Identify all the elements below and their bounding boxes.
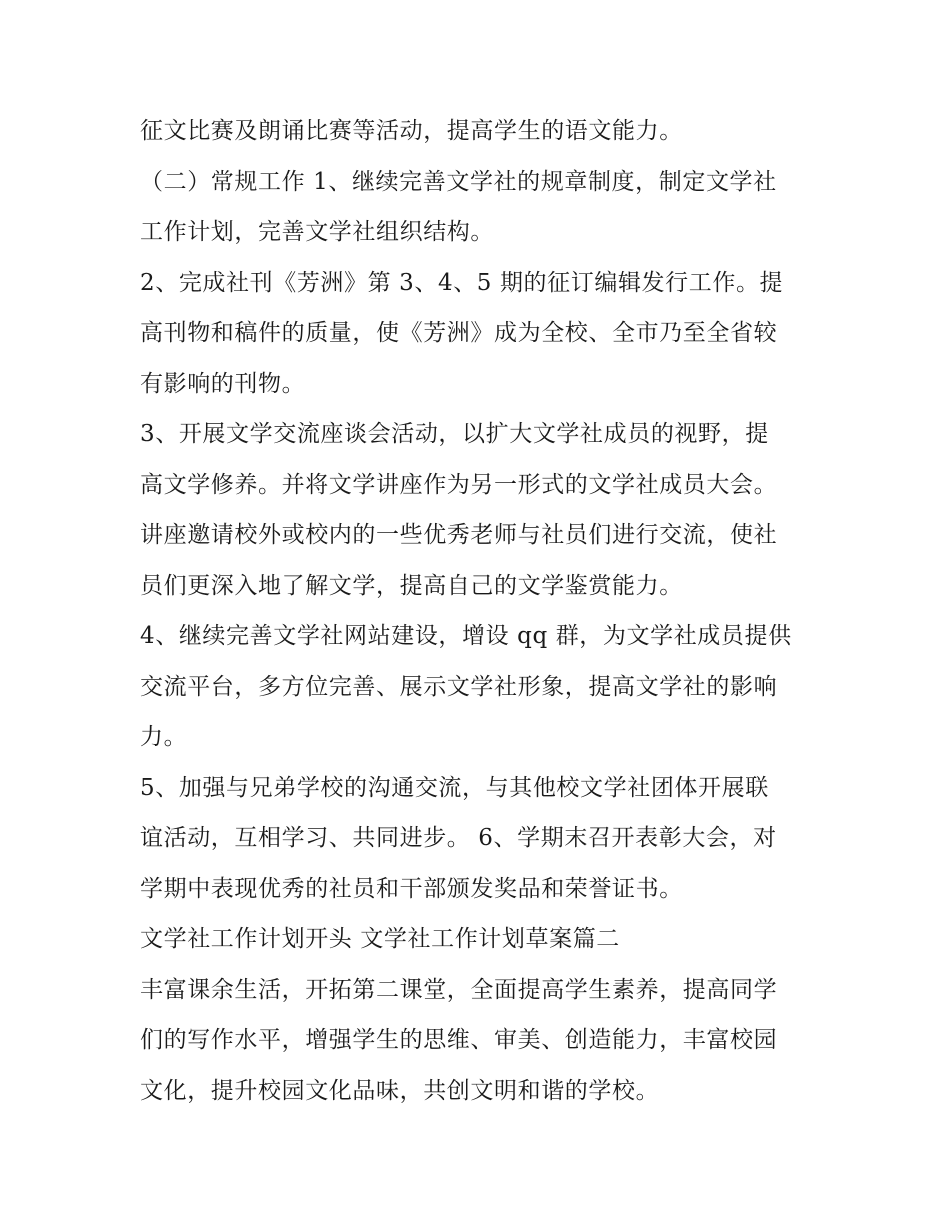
text-line: （二）常规工作 1、继续完善文学社的规章制度，制定文学社 [140,168,777,195]
text-line: 3、开展文学交流座谈会活动，以扩大文学社成员的视野，提 [140,421,769,447]
text-line: 4、继续完善文学社网站建设，增设 qq 群，为文学社成员提供 [140,623,792,649]
text-line: 们的写作水平，增强学生的思维、审美、创造能力，丰富校园 [140,1027,778,1053]
section-heading: 文学社工作计划开头 文学社工作计划草案篇二 [140,926,620,952]
text-line: 力。 [140,724,188,750]
text-line: 交流平台，多方位完善、展示文学社形象，提高文学社的影响 [140,673,778,700]
text-line: 谊活动，互相学习、共同进步。 6、学期末召开表彰大会，对 [140,825,777,851]
text-line: 高刊物和稿件的质量，使《芳洲》成为全校、全市乃至全省较 [140,320,778,346]
text-line: 学期中表现优秀的社员和干部颁发奖品和荣誉证书。 [140,875,683,902]
text-line: 5、加强与兄弟学校的沟通交流，与其他校文学社团体开展联 [140,774,769,801]
text-line: 丰富课余生活，开拓第二课堂，全面提高学生素养，提高同学 [140,976,778,1003]
text-line: 文化，提升校园文化品味，共创文明和谐的学校。 [140,1077,660,1104]
document-body [140,106,820,1116]
text-line: 征文比赛及朗诵比赛等活动，提高学生的语文能力。 [140,118,683,144]
text-line: 2、完成社刊《芳洲》第 3、4、5 期的征订编辑发行工作。提 [140,269,784,296]
text-line: 工作计划，完善文学社组织结构。 [140,219,494,245]
text-line: 有影响的刊物。 [140,370,306,397]
text-line: 讲座邀请校外或校内的一些优秀老师与社员们进行交流，使社 [140,522,778,548]
text-line: 高文学修养。并将文学讲座作为另一形式的文学社成员大会。 [140,471,778,498]
text-line: 员们更深入地了解文学，提高自己的文学鉴赏能力。 [140,572,683,599]
